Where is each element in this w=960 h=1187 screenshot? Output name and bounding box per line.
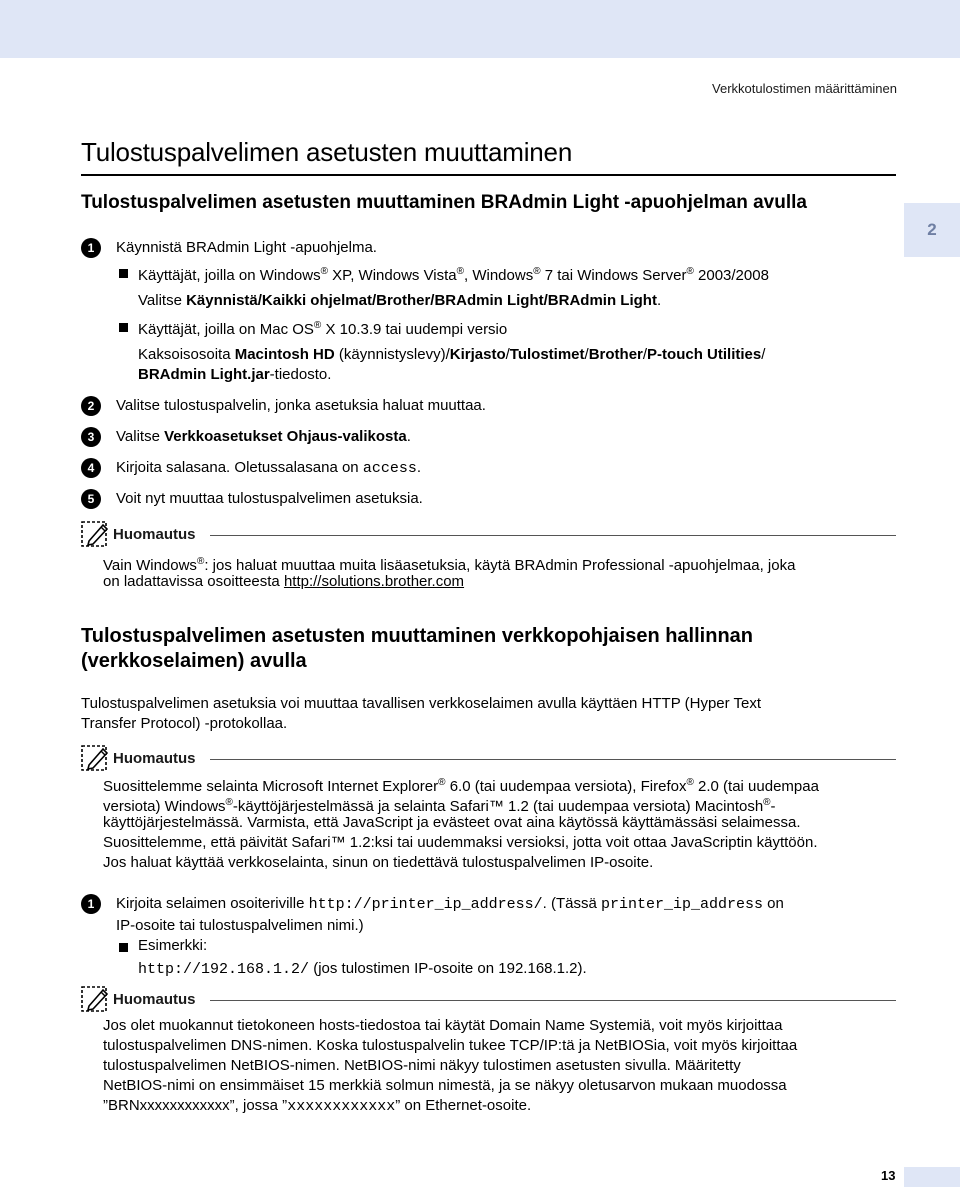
bullet-square xyxy=(119,943,128,952)
chapter-tab: 2 xyxy=(904,203,960,257)
note-title: Huomautus xyxy=(113,525,196,543)
note-pencil-icon xyxy=(81,986,111,1012)
page-title: Tulostuspalvelimen asetusten muuttaminen xyxy=(81,137,573,167)
step-text: Kirjoita salasana. Oletussalasana on access. xyxy=(116,459,421,477)
note-header xyxy=(81,986,196,1012)
note-text: Jos olet muokannut tietokoneen hosts-tiedostoa tai käytät Domain Name Systemiä, voit myös kirjoittaa xyxy=(103,1017,783,1034)
page-band xyxy=(904,1167,960,1187)
step-number: 1 xyxy=(81,894,101,914)
running-header: Verkkotulostimen määrittäminen xyxy=(712,81,897,96)
note-title: Huomautus xyxy=(113,749,196,767)
note-text: Suosittelemme selainta Microsoft Internet Explorer® 6.0 (tai uudempaa versiota), Firefox® 2.0 (tai uudempaa xyxy=(103,777,819,795)
section2-heading: Tulostuspalvelimen asetusten muuttaminen verkkopohjaisen hallinnan (verkkoselaimen) avulla xyxy=(81,625,754,672)
note-pencil-icon xyxy=(81,521,111,547)
page-number: 13 xyxy=(881,1168,896,1183)
step-number: 3 xyxy=(81,427,101,447)
note-text: Jos haluat käyttää verkkoselainta, sinun on tiedettävä tulostuspalvelimen IP-osoite. xyxy=(103,854,654,871)
note-header xyxy=(81,745,196,771)
intro-text: Tulostuspalvelimen asetuksia voi muuttaa tavallisen verkkoselaimen avulla käyttäen HTTP (Hyper Text xyxy=(81,695,762,712)
note-text: ”BRNxxxxxxxxxxxx”, jossa ”xxxxxxxxxxxx” on Ethernet-osoite. xyxy=(103,1097,532,1115)
step-text: Kirjoita selaimen osoiteriville http://printer_ip_address/. (Tässä printer_ip_address on xyxy=(116,895,784,913)
step-number: 2 xyxy=(81,396,101,416)
step-text: Valitse tulostuspalvelin, jonka asetuksia haluat muuttaa. xyxy=(116,397,486,414)
step-number: 5 xyxy=(81,489,101,509)
example-label: Esimerkki: xyxy=(138,937,208,954)
step-text: Voit nyt muuttaa tulostuspalvelimen asetuksia. xyxy=(116,490,423,507)
bullet-square xyxy=(119,323,128,332)
step-text: IP-osoite tai tulostuspalvelimen nimi.) xyxy=(116,917,364,934)
bullet-windows: Käyttäjät, joilla on Windows® XP, Windows Vista®, Windows® 7 tai Windows Server® 2003/2008 xyxy=(138,266,769,284)
step-number: 1 xyxy=(81,238,101,258)
note-text: käyttöjärjestelmässä. Varmista, että JavaScript ja evästeet ovat aina käytössä käyttämässäsi selaimessa. xyxy=(103,814,801,831)
step-number: 4 xyxy=(81,458,101,478)
bullet-mac: Käyttäjät, joilla on Mac OS® X 10.3.9 tai uudempi versio xyxy=(138,320,508,338)
bullet-mac-instruction: Kaksoisosoita Macintosh HD (käynnistyslevy)/Kirjasto/Tulostimet/Brother/P-touch Utilities/ xyxy=(138,346,766,363)
note-pencil-icon xyxy=(81,745,111,771)
bullet-windows-instruction: Valitse Käynnistä/Kaikki ohjelmat/Brother/BRAdmin Light/BRAdmin Light. xyxy=(138,292,662,309)
title-rule xyxy=(81,174,896,176)
note-text: tulostuspalvelimen DNS-nimen. Koska tulostuspalvelin tukee TCP/IP:tä ja NetBIOSia, voit myös kirjoittaa xyxy=(103,1037,798,1054)
note-text: Suosittelemme, että päivität Safari™ 1.2:ksi tai uudemmaksi versioksi, jotta voit ottaa JavaScriptin käyttöön. xyxy=(103,834,818,851)
bullet-mac-instruction-cont: BRAdmin Light.jar-tiedosto. xyxy=(138,366,332,383)
note-title: Huomautus xyxy=(113,990,196,1008)
step-text: Käynnistä BRAdmin Light -apuohjelma. xyxy=(116,239,377,256)
step-text: Valitse Verkkoasetukset Ohjaus-valikosta. xyxy=(116,428,411,445)
bullet-square xyxy=(119,269,128,278)
note-rule xyxy=(210,759,896,760)
note-text: NetBIOS-nimi on ensimmäiset 15 merkkiä solmun nimestä, ja se näkyy oletusarvon mukaan muodossa xyxy=(103,1077,787,1094)
top-band xyxy=(0,0,960,58)
note-text: on ladattavissa osoitteesta http://solutions.brother.com xyxy=(103,573,465,590)
section1-heading: Tulostuspalvelimen asetusten muuttaminen BRAdmin Light -apuohjelman avulla xyxy=(81,192,807,213)
solutions-link[interactable]: http://solutions.brother.com xyxy=(283,573,465,590)
note-header xyxy=(81,521,196,547)
note-rule xyxy=(210,535,896,536)
note-rule xyxy=(210,1000,896,1001)
intro-text: Transfer Protocol) -protokollaa. xyxy=(81,715,288,732)
note-text: versiota) Windows®-käyttöjärjestelmässä ja selainta Safari™ 1.2 (tai uudempaa versiota) Macintosh®- xyxy=(103,797,776,815)
example-text: http://192.168.1.2/ (jos tulostimen IP-osoite on 192.168.1.2). xyxy=(138,960,587,978)
note-text: tulostuspalvelimen NetBIOS-nimen. NetBIOS-nimi näkyy tulostimen asetusten sivulla. Määritetty xyxy=(103,1057,741,1074)
note-text: Vain Windows®: jos haluat muuttaa muita lisäasetuksia, käytä BRAdmin Professional -apuohjelmaa, joka xyxy=(103,556,796,574)
